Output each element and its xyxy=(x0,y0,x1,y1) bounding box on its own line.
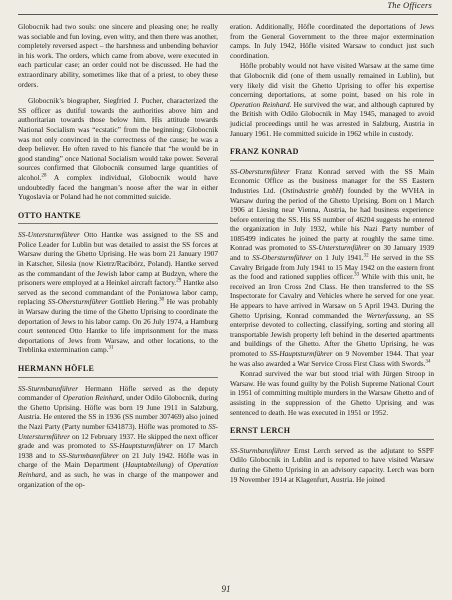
footnote-ref: 28 xyxy=(41,173,47,179)
section-heading-konrad: FRANZ KONRAD xyxy=(230,147,299,157)
paragraph-quote: Globocnik had two souls: one sincere and pleasing one; he really was sociable and fun loving, even witty, and then there was another, completely reversed aspect – the harshness and unbending behavior in his work. The orders, which came from above, were executed in each particular case; an order could not be discussed. He had the extraordinary ability, sometimes like that of a priest, to obey these orders. xyxy=(18,22,218,89)
section-heading-hantke: OTTO HANTKE xyxy=(18,210,81,220)
section-rule xyxy=(230,160,434,161)
paragraph-hofle: SS-Sturmbannführer Hermann Höfle served as the deputy commander of Operation Reinhard, under Odilo Globocnik, during the Ghetto Uprising. Höfle was born 19 June 1911 in Salzburg, Austria. He entered the SS in 1936 (SS number 307469) also joined the Nazi Party (Party number 6341873). Höfle was promoted to SS-Untersturmführer on 12 February 1937. He skipped the next officer grade and was promoted to SS-Hauptsturmführer on 17 March 1938 and to SS-Sturmbannführer on 21 July 1942. Höfle was in charge of the Main Department (Hauptabteilung) of Operation Reinhard, and as such, he was in charge of the manpower and organization of the op- xyxy=(18,383,218,489)
paragraph-hantke: SS-Untersturmführer Otto Hantke was assigned to the SS and Police Leader for Lublin but was detailed to assist the SS forces at Warsaw during the Ghetto Uprising. He was born 21 January 1907 in Katscher, Silesia (now Kietrz/Racibórz, Poland). Hantke served as the commandant of the Jewish labor camp at Budzyn, where the prisoners were employed at a Heinkel aircraft factory.$^{29}$ Hantke also served as the second commandant of the Poniatowa labor camp, replacing SS-Obersturmführer Gottlieb Hering.$^{30}$ He was probably in Warsaw during the time of the Ghetto Uprising to coordinate the deportation of Jews to his labor camp. On 26 July 1974, a Hamburg court sentenced Otto Hantke to life imprisonment for the mass deportations of Jews from Warsaw, and other locations, to the Treblinka extermination camp.$^{31}$ xyxy=(18,230,219,355)
section-rule xyxy=(230,439,434,440)
page-number: 91 xyxy=(221,584,231,594)
paragraph-konrad: SS-Obersturmführer Franz Konrad served with the SS Main Economic Office as the business manager for the SS Eastern Industries Ltd. (Ostindustrie gmbH) founded by the WVHA in Warsaw during the period of the Ghetto Uprising. Born on 1 March 1906 at Liesing near Vienna, Austria, he had business experience before entering the SS. His SS number of 46204 suggests he entered the organization in July 1932, while his Nazi Party number of 1085499 indicates he joined the party at roughly the same time. Konrad was promoted to SS-Untersturmführer on 30 January 1939 and to SS-Obersturmführer on 1 July 1941.32 He served in the SS Cavalry Brigade from July 1941 to 15 May 1942 on the eastern front as the food and rationed supplies officer.$^{33}$ While with this unit, he received an Iron Cross 2nd Class. He then transferred to the SS Inspectorate for Cavalry and Vehicles where he served for one year. He appears to have arrived in Warsaw on 5 April 1943. During the Ghetto Uprising, Konrad commanded the Werterfassung, an SS enterprise devoted to collecting, classifying, sorting and storing all transportable Jewish property left behind in the deserted apartments and buildings of the Ghetto. After the Ghetto Uprising, he was promoted to SS-Hauptsturmführer on 9 November 1944. That year he was also awarded a War Service Cross First Class with Swords.$^{34}$ xyxy=(230,166,435,368)
paragraph-hofle-continued: eration. Additionally, Höfle coordinated the deportations of Jews from the General Government to the three major extermination camps. In July 1942, Höfle visited Warsaw to conduct just such coordination. xyxy=(230,22,434,60)
section-rule xyxy=(18,377,218,378)
paragraph-lerch: SS-Sturmbannführer Ernst Lerch served as the adjutant to SSPF Odilo Globocnik in Lublin and is reported to have visited Warsaw during the Ghetto Uprising in an advisory capacity. Lerch was born 19 November 1914 at Klagenfurt, Austria. He joined xyxy=(230,445,434,484)
section-rule xyxy=(18,223,218,224)
section-heading-hofle: HERMANN HÖFLE xyxy=(18,364,95,373)
running-header: The Officers xyxy=(387,0,432,10)
right-column xyxy=(230,22,434,485)
paragraph-biography: Globocnik’s biographer, Siegfried J. Pucher, characterized the SS officer as dutiful towards the authorities above him and authoritarian towards those below him. His attitude towards National Socialism was “ecstatic” from the beginning; Globocnik was not only convinced in the correctness of the cause; he was a deep believer. He often raved to his fiancée that “he would be in good standing” once National Socialism would take power. Several sources confirmed that Globocnik consumed large quantities of alcohol.$^{28}$ A complex individual, Globocnik would have undoubtedly faced the hangman’s noose after the war in either Yugoslavia or Poland had he not committed suicide. xyxy=(18,96,218,202)
header-rule xyxy=(18,14,438,15)
paragraph-hofle-fate: Höfle probably would not have visited Warsaw at the same time that Globocnik did (one of them usually remained in Lublin), but very likely did visit the Ghetto Uprising to offer his expertise concerning deportations, at some point, based on his role in Operation Reinhard. He survived the war, and although captured by the British with Odilo Globocnik in May 1945, managed to avoid judicial proceedings until he was arrested in Salzburg, Austria in January 1961. He committed suicide in 1962 while in custody. xyxy=(230,61,434,138)
paragraph-konrad-trial: Konrad survived the war but stood trial with Jürgen Stroop in Warsaw. He was found guilty by the Polish Supreme National Court in 1951 of committing multiple murders in the Warsaw Ghetto and of assisting in the suppression of the Ghetto Uprising and was sentenced to death. He was executed in 1951 or 1952. xyxy=(230,369,434,417)
section-heading-lerch: ERNST LERCH xyxy=(230,426,291,436)
left-column xyxy=(18,22,218,490)
